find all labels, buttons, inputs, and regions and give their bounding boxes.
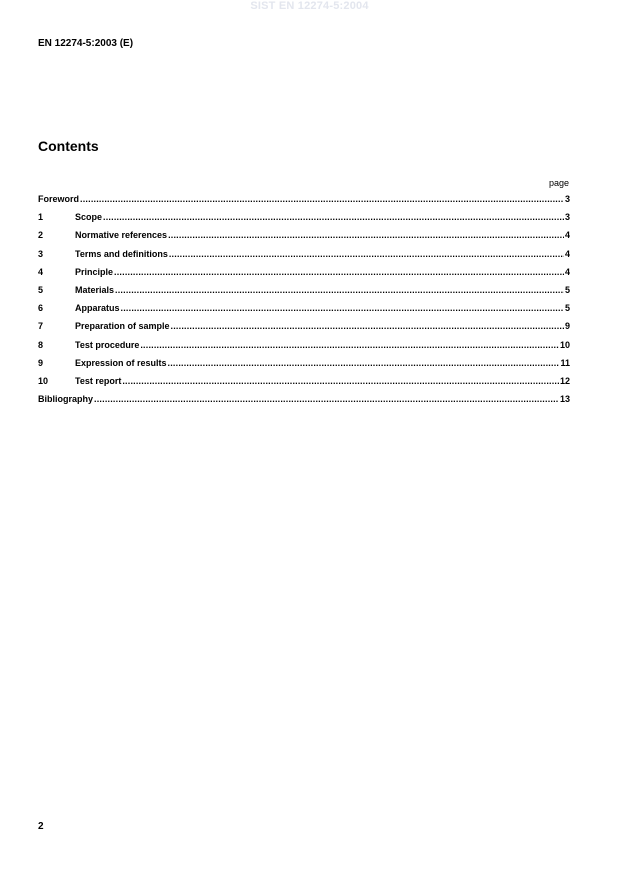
toc-entry-test-procedure[interactable] (38, 340, 570, 358)
toc-entry-number: 7 (38, 321, 44, 332)
dot-leader (169, 249, 564, 259)
dot-leader (115, 285, 564, 295)
toc-entry-title: Test procedure (75, 339, 140, 350)
toc-entry-number: 2 (38, 230, 44, 241)
toc-entry-title: Test report (75, 375, 122, 386)
toc-entry-number: 8 (38, 339, 44, 350)
toc-entry-title: Normative references (75, 230, 168, 241)
toc-entry-number: 4 (38, 266, 44, 277)
toc-entry-page: 10 (559, 339, 570, 350)
dot-leader (114, 267, 564, 277)
toc-entry-test-report[interactable] (38, 376, 570, 394)
toc-entry-title: Foreword (38, 194, 80, 204)
toc-entry-number: 3 (38, 248, 44, 259)
toc-entry-principle[interactable] (38, 267, 570, 285)
toc-entry-title: Materials (75, 284, 115, 295)
toc-entry-number: 6 (38, 303, 44, 314)
toc-entry-title: Terms and definitions (75, 248, 168, 259)
page-column-label: page (548, 178, 569, 188)
toc-entry-bibliography[interactable] (38, 394, 570, 412)
dot-leader (80, 194, 564, 204)
toc-entry-page: 4 (564, 266, 570, 277)
toc-entry-number: 9 (38, 357, 44, 368)
dot-leader (122, 376, 559, 386)
toc-entry-page: 5 (564, 303, 570, 314)
toc-entry-normative-references[interactable] (38, 230, 570, 248)
dot-leader (168, 230, 564, 240)
dot-leader (103, 212, 564, 222)
toc-entry-page: 13 (559, 394, 570, 405)
toc-entry-title: Apparatus (75, 303, 120, 314)
toc-entry-scope[interactable] (38, 212, 570, 230)
table-of-contents (38, 194, 570, 412)
watermark: SIST EN 12274-5:2004 (250, 0, 369, 12)
toc-entry-foreword[interactable] (38, 194, 570, 212)
toc-entry-title: Scope (75, 212, 103, 223)
toc-entry-page: 11 (560, 357, 570, 368)
toc-entry-title: Expression of results (75, 357, 167, 368)
toc-entry-number: 5 (38, 284, 44, 295)
toc-entry-terms-and-definitions[interactable] (38, 249, 570, 267)
toc-entry-page: 4 (564, 230, 570, 241)
toc-entry-page: 12 (559, 375, 570, 386)
toc-entry-page: 9 (564, 321, 570, 332)
dot-leader (140, 340, 559, 350)
toc-entry-number: 1 (38, 212, 44, 223)
page-number: 2 (38, 821, 44, 832)
toc-entry-page: 4 (564, 248, 570, 259)
toc-entry-materials[interactable] (38, 285, 570, 303)
toc-entry-title: Bibliography (38, 394, 94, 405)
toc-entry-preparation-of-sample[interactable] (38, 321, 570, 339)
toc-entry-title: Preparation of sample (75, 321, 170, 332)
document-identifier: EN 12274-5:2003 (E) (38, 38, 134, 49)
toc-entry-expression-of-results[interactable] (38, 358, 570, 376)
dot-leader (94, 394, 559, 404)
toc-entry-title: Principle (75, 266, 114, 277)
toc-entry-page: 5 (564, 284, 570, 295)
dot-leader (121, 303, 564, 313)
dot-leader (171, 321, 564, 331)
toc-entry-number: 10 (38, 375, 49, 386)
contents-heading: Contents (38, 138, 99, 154)
toc-entry-page: 3 (564, 194, 570, 204)
toc-entry-page: 3 (564, 212, 570, 223)
dot-leader (168, 358, 560, 368)
toc-entry-apparatus[interactable] (38, 303, 570, 321)
